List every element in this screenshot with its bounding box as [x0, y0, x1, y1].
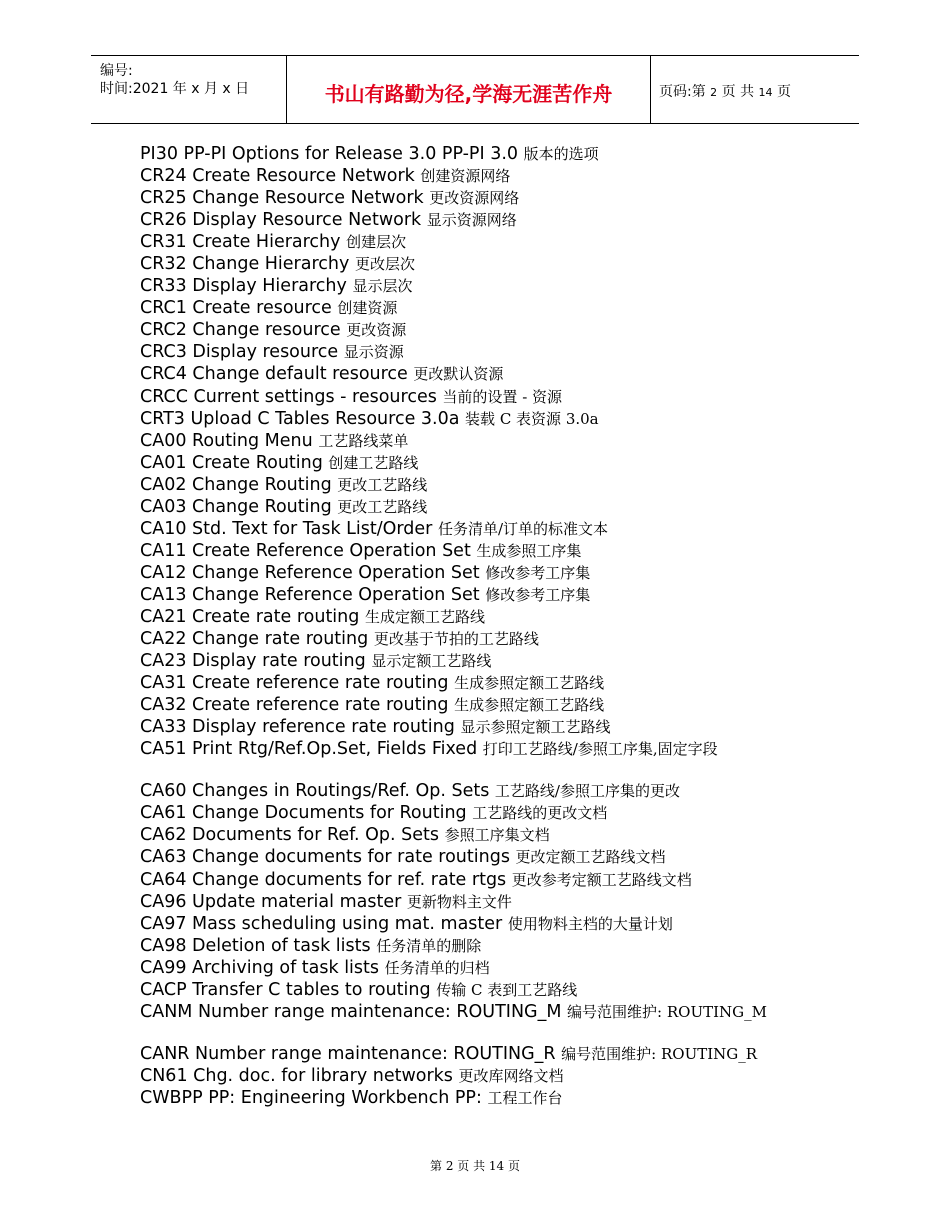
transaction-code-text: CRC2 Change resource: [140, 320, 341, 341]
chinese-description: 版本的选项: [523, 145, 599, 163]
chinese-description: 创建资源: [337, 299, 398, 318]
transaction-code-text: CA60 Changes in Routings/Ref. Op. Sets: [140, 781, 490, 802]
header-page-info: [659, 81, 791, 101]
list-item: [140, 253, 860, 275]
chinese-description: 更改定额工艺路线文档: [515, 848, 666, 867]
chinese-description: 生成参照定额工艺路线: [454, 696, 605, 715]
chinese-description: 使用物料主档的大量计划: [507, 914, 673, 933]
chinese-description: 显示资源: [343, 343, 404, 362]
list-item: [140, 979, 860, 1001]
header-meta-cell: [91, 56, 286, 123]
list-item: [140, 562, 860, 584]
transaction-code-text: CA00 Routing Menu: [140, 430, 313, 451]
list-item: [140, 650, 860, 672]
chinese-description: 更改资源: [346, 321, 407, 340]
list-item: [140, 496, 860, 518]
chinese-description: 更改层次: [354, 255, 415, 274]
transaction-code-text: CA31 Create reference rate routing: [140, 673, 449, 694]
list-item: [140, 824, 860, 846]
chinese-description: 生成定额工艺路线: [364, 607, 485, 626]
chinese-description: 显示定额工艺路线: [371, 652, 492, 671]
chinese-description: 打印工艺路线/参照工序集,固定字段: [482, 740, 718, 759]
list-item: [140, 165, 860, 187]
transaction-code-text: CA32 Create reference rate routing: [140, 695, 449, 716]
chinese-description: 显示层次: [352, 277, 413, 296]
page-total-number: 14: [758, 86, 773, 99]
list-item: [140, 891, 860, 913]
chinese-description: 装载 C 表资源 3.0a: [465, 409, 599, 428]
document-number-label: 编号:: [100, 63, 133, 79]
chinese-description: 生成参照工序集: [476, 541, 582, 560]
list-item: [140, 1087, 860, 1109]
list-item: [140, 935, 860, 957]
list-item: [140, 1065, 860, 1087]
transaction-code-text: CRT3 Upload C Tables Resource 3.0a: [140, 408, 460, 429]
blank-line: [140, 1023, 860, 1043]
chinese-description: 编号范围维护: ROUTING_M: [567, 1002, 767, 1021]
transaction-code-text: CA21 Create rate routing: [140, 606, 360, 627]
list-item: [140, 1043, 860, 1065]
transaction-code-text: CA99 Archiving of task lists: [140, 957, 380, 978]
chinese-description: 工艺路线/参照工序集的更改: [494, 782, 680, 801]
list-item: [140, 584, 860, 606]
list-item: [140, 430, 860, 452]
transaction-code-text: CANR Number range maintenance: ROUTING_R: [140, 1043, 556, 1064]
chinese-description: 更新物料主文件: [406, 892, 512, 911]
transaction-code-text: CA23 Display rate routing: [140, 651, 366, 672]
chinese-description: 任务清单的归档: [384, 958, 490, 977]
transaction-code-text: CR32 Change Hierarchy: [140, 254, 350, 275]
transaction-code-text: CA62 Documents for Ref. Op. Sets: [140, 825, 440, 846]
list-item: [140, 319, 860, 341]
transaction-code-text: CA51 Print Rtg/Ref.Op.Set, Fields Fixed: [140, 739, 478, 760]
chinese-description: 工程工作台: [487, 1088, 563, 1107]
transaction-code-text: CA96 Update material master: [140, 891, 402, 912]
list-item: [140, 672, 860, 694]
transaction-code-text: CR25 Change Resource Network: [140, 188, 424, 209]
list-item: [140, 913, 860, 935]
transaction-code-text: CR24 Create Resource Network: [140, 166, 415, 187]
chinese-description: 任务清单/订单的标准文本: [437, 519, 608, 538]
transaction-code-list: [140, 143, 860, 1109]
list-item: [140, 716, 860, 738]
chinese-description: 创建层次: [346, 233, 407, 252]
list-item: [140, 694, 860, 716]
page-label-suffix: 页: [776, 84, 791, 100]
list-item: [140, 540, 860, 562]
transaction-code-text: CA97 Mass scheduling using mat. master: [140, 913, 503, 934]
chinese-description: 更改工艺路线: [337, 475, 428, 494]
transaction-code-text: CA33 Display reference rate routing: [140, 717, 455, 738]
transaction-code-text: CR31 Create Hierarchy: [140, 232, 341, 253]
transaction-code-text: CA10 Std. Text for Task List/Order: [140, 518, 433, 539]
page-current-number: 2: [710, 86, 718, 99]
list-item: [140, 231, 860, 253]
transaction-code-text: CANM Number range maintenance: ROUTING_M: [140, 1001, 562, 1022]
transaction-code-text: CA13 Change Reference Operation Set: [140, 584, 480, 605]
list-item: [140, 869, 860, 891]
list-item: [140, 606, 860, 628]
list-item: [140, 846, 860, 868]
list-item: [140, 802, 860, 824]
document-time-label: 时间:2021 年 x 月 x 日: [100, 81, 250, 97]
list-item: [140, 780, 860, 802]
chinese-description: 创建资源网络: [420, 167, 511, 186]
header-motto: 书山有路勤为径,学海无涯苦作舟: [324, 82, 613, 106]
chinese-description: 显示参照定额工艺路线: [460, 718, 611, 737]
chinese-description: 任务清单的删除: [376, 936, 482, 955]
list-item: [140, 275, 860, 297]
transaction-code-text: CA22 Change rate routing: [140, 629, 369, 650]
transaction-code-text: CA03 Change Routing: [140, 496, 332, 517]
list-item: [140, 187, 860, 209]
transaction-code-text: CR26 Display Resource Network: [140, 210, 422, 231]
chinese-description: 修改参考工序集: [485, 563, 591, 582]
transaction-code-text: CACP Transfer C tables to routing: [140, 979, 431, 1000]
chinese-description: 更改参考定额工艺路线文档: [511, 870, 692, 889]
header-page-cell: [650, 56, 859, 123]
chinese-description: 工艺路线菜单: [318, 431, 409, 450]
transaction-code-text: CA63 Change documents for rate routings: [140, 847, 510, 868]
transaction-code-text: CA61 Change Documents for Routing: [140, 803, 467, 824]
transaction-code-text: CN61 Chg. doc. for library networks: [140, 1065, 453, 1086]
chinese-description: 更改工艺路线: [337, 497, 428, 516]
list-item: [140, 386, 860, 408]
transaction-code-text: CRC3 Display resource: [140, 342, 339, 363]
transaction-code-text: CA12 Change Reference Operation Set: [140, 562, 480, 583]
list-item: [140, 297, 860, 319]
transaction-code-text: CA02 Change Routing: [140, 474, 332, 495]
transaction-code-text: CRC1 Create resource: [140, 298, 332, 319]
list-item: [140, 957, 860, 979]
chinese-description: 更改默认资源: [413, 365, 504, 384]
transaction-code-text: PI30 PP-PI Options for Release 3.0 PP-PI 3.0: [140, 144, 519, 164]
transaction-code-text: CA64 Change documents for ref. rate rtgs: [140, 869, 507, 890]
page-header: [91, 55, 859, 124]
blank-line: [140, 760, 860, 780]
page-label-mid: 页 共: [721, 84, 755, 100]
chinese-description: 修改参考工序集: [485, 585, 591, 604]
transaction-code-text: CA01 Create Routing: [140, 452, 323, 473]
transaction-code-text: CA11 Create Reference Operation Set: [140, 540, 471, 561]
list-item: [140, 474, 860, 496]
chinese-description: 工艺路线的更改文档: [472, 804, 608, 823]
list-item: [140, 1001, 860, 1023]
chinese-description: 编号范围维护: ROUTING_R: [561, 1044, 758, 1063]
list-item: [140, 738, 860, 760]
list-item: [140, 143, 860, 165]
list-item: [140, 341, 860, 363]
chinese-description: 更改库网络文档: [458, 1066, 564, 1085]
list-item: [140, 408, 860, 430]
transaction-code-text: CA98 Deletion of task lists: [140, 935, 371, 956]
chinese-description: 参照工序集文档: [444, 826, 550, 845]
page-footer: 第 2 页 共 14 页: [430, 1159, 520, 1173]
chinese-description: 更改资源网络: [429, 189, 520, 208]
page-label-prefix: 页码:第: [659, 84, 706, 100]
transaction-code-text: CWBPP PP: Engineering Workbench PP:: [140, 1087, 482, 1108]
chinese-description: 生成参照定额工艺路线: [454, 674, 605, 693]
list-item: [140, 209, 860, 231]
list-item: [140, 452, 860, 474]
chinese-description: 显示资源网络: [426, 211, 517, 230]
transaction-code-text: CRCC Current settings - resources: [140, 386, 437, 407]
chinese-description: 传输 C 表到工艺路线: [436, 980, 578, 999]
transaction-code-text: CR33 Display Hierarchy: [140, 276, 347, 297]
transaction-code-text: CRC4 Change default resource: [140, 364, 408, 385]
list-item: [140, 518, 860, 540]
chinese-description: 当前的设置 - 资源: [442, 387, 563, 406]
list-item: [140, 628, 860, 650]
chinese-description: 更改基于节拍的工艺路线: [373, 630, 539, 649]
list-item: [140, 363, 860, 385]
header-motto-cell: [286, 56, 651, 123]
chinese-description: 创建工艺路线: [328, 453, 419, 472]
